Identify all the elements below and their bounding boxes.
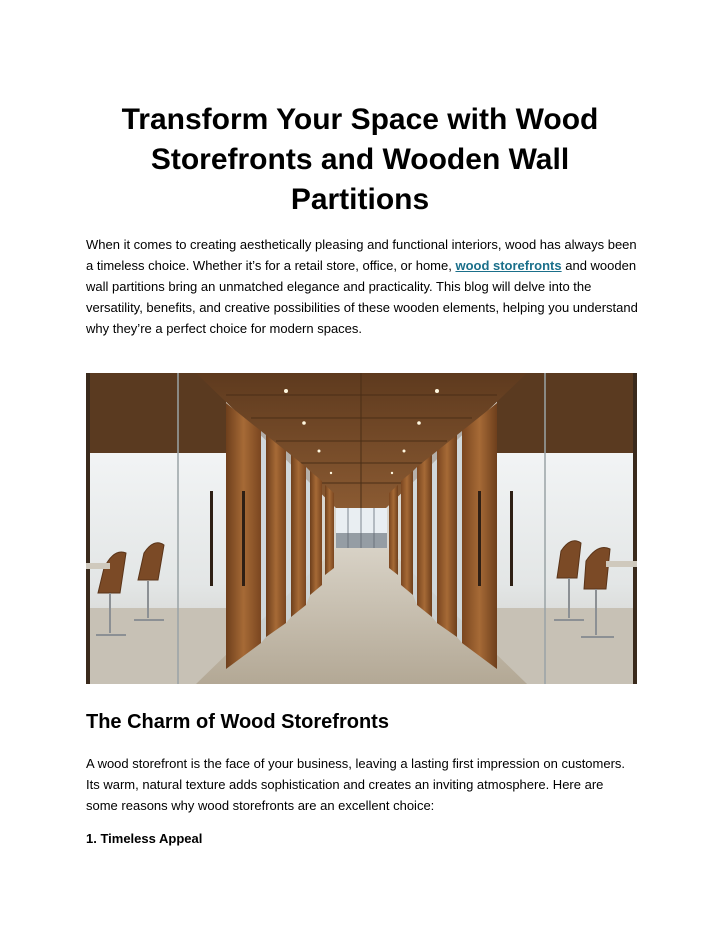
intro-text-end: and wooden wall partitions bring an unmatched elegance and practicality. This blog will delve into the versatility, benefits, and creative possibilities of these wooden elements, helping you understand why they’re a perfect choice for modern spaces. <box>86 258 638 336</box>
subheading-timeless-appeal: 1. Timeless Appeal <box>86 831 203 846</box>
page-title: Transform Your Space with Wood Storefronts and Wooden Wall Partitions <box>121 103 599 216</box>
section-heading: The Charm of Wood Storefronts <box>86 711 389 733</box>
intro-paragraph <box>86 234 638 339</box>
office-corridor-image <box>86 373 637 684</box>
wood-storefronts-link[interactable]: wood storefronts <box>455 258 562 273</box>
section-paragraph: A wood storefront is the face of your business, leaving a lasting first impression on customers. Its warm, natural texture adds sophistication and creates an inviting atmosphere. Here are some reasons why wood storefronts are an excellent choice: <box>86 756 626 813</box>
intro-text-start: When it comes to creating aesthetically pleasing and functional interiors, wood has always been a timeless choice. Whether it’s for a retail store, office, or home, <box>86 237 637 273</box>
